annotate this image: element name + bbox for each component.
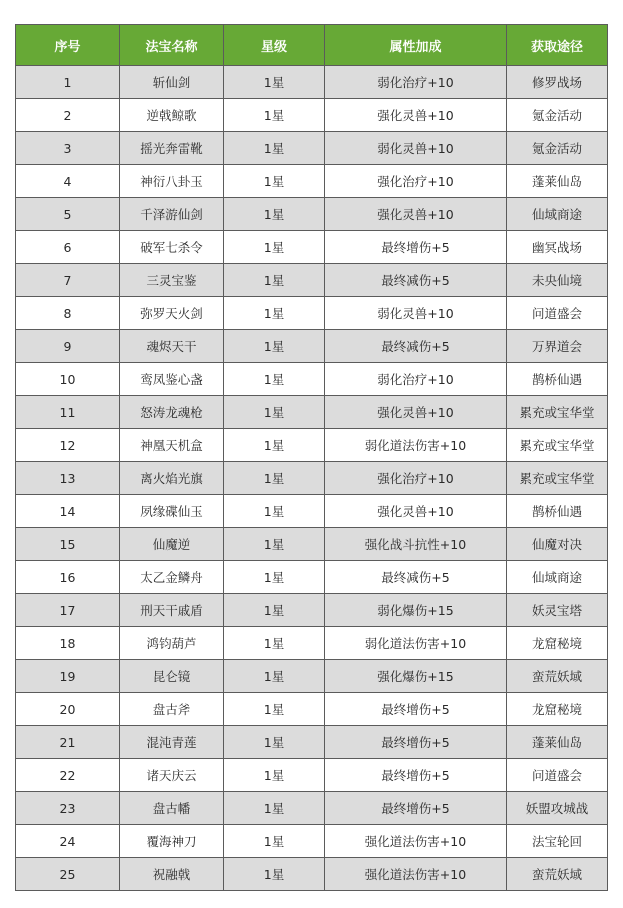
table-row: [16, 165, 608, 198]
cell-source: 累充或宝华堂: [507, 429, 608, 462]
cell-index: 18: [16, 627, 120, 660]
cell-treasure-name: 破军七杀令: [120, 231, 224, 264]
cell-star-level: 1星: [224, 396, 325, 429]
cell-treasure-name: 摇光奔雷靴: [120, 132, 224, 165]
cell-treasure-name: 神凰天机盒: [120, 429, 224, 462]
cell-star-level: 1星: [224, 99, 325, 132]
cell-source: 氪金活动: [507, 132, 608, 165]
cell-attribute-bonus: 强化爆伤+15: [325, 660, 507, 693]
cell-treasure-name: 三灵宝鉴: [120, 264, 224, 297]
cell-source: 蛮荒妖域: [507, 858, 608, 891]
cell-source: 蓬莱仙岛: [507, 165, 608, 198]
cell-attribute-bonus: 强化治疗+10: [325, 165, 507, 198]
cell-star-level: 1星: [224, 330, 325, 363]
cell-attribute-bonus: 最终增伤+5: [325, 726, 507, 759]
cell-star-level: 1星: [224, 297, 325, 330]
table-row: [16, 825, 608, 858]
cell-star-level: 1星: [224, 660, 325, 693]
table-row: [16, 759, 608, 792]
cell-treasure-name: 混沌青莲: [120, 726, 224, 759]
cell-index: 13: [16, 462, 120, 495]
cell-source: 蛮荒妖域: [507, 660, 608, 693]
cell-source: 问道盛会: [507, 297, 608, 330]
cell-treasure-name: 夙缘碟仙玉: [120, 495, 224, 528]
cell-source: 仙魔对决: [507, 528, 608, 561]
cell-index: 17: [16, 594, 120, 627]
cell-star-level: 1星: [224, 264, 325, 297]
cell-treasure-name: 斩仙剑: [120, 66, 224, 99]
cell-source: 蓬莱仙岛: [507, 726, 608, 759]
cell-source: 龙窟秘境: [507, 693, 608, 726]
cell-attribute-bonus: 强化道法伤害+10: [325, 825, 507, 858]
cell-star-level: 1星: [224, 528, 325, 561]
treasure-table-container: [15, 24, 607, 891]
cell-treasure-name: 诸天庆云: [120, 759, 224, 792]
cell-attribute-bonus: 弱化爆伤+15: [325, 594, 507, 627]
table-row: [16, 198, 608, 231]
cell-source: 仙域商途: [507, 561, 608, 594]
cell-star-level: 1星: [224, 132, 325, 165]
cell-star-level: 1星: [224, 198, 325, 231]
header-index: 序号: [16, 25, 120, 66]
cell-index: 1: [16, 66, 120, 99]
cell-attribute-bonus: 最终增伤+5: [325, 792, 507, 825]
cell-source: 龙窟秘境: [507, 627, 608, 660]
cell-index: 16: [16, 561, 120, 594]
cell-source: 仙域商途: [507, 198, 608, 231]
cell-star-level: 1星: [224, 66, 325, 99]
cell-star-level: 1星: [224, 726, 325, 759]
header-attribute-bonus: 属性加成: [325, 25, 507, 66]
cell-attribute-bonus: 强化灵兽+10: [325, 99, 507, 132]
cell-index: 15: [16, 528, 120, 561]
cell-star-level: 1星: [224, 858, 325, 891]
cell-attribute-bonus: 最终减伤+5: [325, 561, 507, 594]
cell-attribute-bonus: 最终增伤+5: [325, 231, 507, 264]
cell-attribute-bonus: 弱化灵兽+10: [325, 297, 507, 330]
table-row: [16, 429, 608, 462]
cell-treasure-name: 离火焰光旗: [120, 462, 224, 495]
cell-attribute-bonus: 强化灵兽+10: [325, 198, 507, 231]
cell-star-level: 1星: [224, 825, 325, 858]
cell-source: 法宝轮回: [507, 825, 608, 858]
table-row: [16, 528, 608, 561]
cell-source: 幽冥战场: [507, 231, 608, 264]
cell-index: 21: [16, 726, 120, 759]
cell-treasure-name: 逆戟鲸歌: [120, 99, 224, 132]
cell-source: 氪金活动: [507, 99, 608, 132]
table-row: [16, 726, 608, 759]
cell-treasure-name: 魂烬天干: [120, 330, 224, 363]
table-row: [16, 132, 608, 165]
cell-source: 问道盛会: [507, 759, 608, 792]
table-body: [16, 66, 608, 891]
table-row: [16, 561, 608, 594]
cell-treasure-name: 鸾凤鉴心盏: [120, 363, 224, 396]
table-row: [16, 660, 608, 693]
cell-star-level: 1星: [224, 165, 325, 198]
cell-index: 3: [16, 132, 120, 165]
cell-attribute-bonus: 弱化治疗+10: [325, 66, 507, 99]
cell-attribute-bonus: 强化道法伤害+10: [325, 858, 507, 891]
cell-treasure-name: 鸿钧葫芦: [120, 627, 224, 660]
table-row: [16, 264, 608, 297]
cell-attribute-bonus: 弱化道法伤害+10: [325, 429, 507, 462]
cell-treasure-name: 昆仑镜: [120, 660, 224, 693]
table-row: [16, 231, 608, 264]
cell-treasure-name: 弥罗天火剑: [120, 297, 224, 330]
cell-star-level: 1星: [224, 594, 325, 627]
cell-source: 妖盟攻城战: [507, 792, 608, 825]
cell-treasure-name: 太乙金鳞舟: [120, 561, 224, 594]
cell-index: 5: [16, 198, 120, 231]
cell-index: 4: [16, 165, 120, 198]
cell-attribute-bonus: 强化战斗抗性+10: [325, 528, 507, 561]
cell-treasure-name: 千泽游仙剑: [120, 198, 224, 231]
cell-source: 妖灵宝塔: [507, 594, 608, 627]
table-row: [16, 858, 608, 891]
cell-treasure-name: 盘古幡: [120, 792, 224, 825]
cell-index: 10: [16, 363, 120, 396]
table-header: [16, 25, 608, 66]
table-row: [16, 462, 608, 495]
cell-star-level: 1星: [224, 759, 325, 792]
cell-index: 22: [16, 759, 120, 792]
cell-attribute-bonus: 强化灵兽+10: [325, 495, 507, 528]
cell-index: 7: [16, 264, 120, 297]
cell-star-level: 1星: [224, 561, 325, 594]
cell-treasure-name: 盘古斧: [120, 693, 224, 726]
table-row: [16, 99, 608, 132]
cell-index: 12: [16, 429, 120, 462]
cell-star-level: 1星: [224, 429, 325, 462]
table-row: [16, 693, 608, 726]
table-row: [16, 66, 608, 99]
cell-treasure-name: 刑天干戚盾: [120, 594, 224, 627]
cell-star-level: 1星: [224, 792, 325, 825]
cell-index: 25: [16, 858, 120, 891]
table-row: [16, 495, 608, 528]
table-row: [16, 396, 608, 429]
cell-source: 鹊桥仙遇: [507, 495, 608, 528]
cell-index: 8: [16, 297, 120, 330]
cell-treasure-name: 仙魔逆: [120, 528, 224, 561]
cell-source: 万界道会: [507, 330, 608, 363]
cell-star-level: 1星: [224, 693, 325, 726]
cell-attribute-bonus: 强化灵兽+10: [325, 396, 507, 429]
cell-attribute-bonus: 最终增伤+5: [325, 693, 507, 726]
cell-source: 修罗战场: [507, 66, 608, 99]
cell-index: 14: [16, 495, 120, 528]
cell-treasure-name: 祝融戟: [120, 858, 224, 891]
cell-star-level: 1星: [224, 462, 325, 495]
cell-index: 24: [16, 825, 120, 858]
cell-star-level: 1星: [224, 627, 325, 660]
table-row: [16, 594, 608, 627]
table-row: [16, 297, 608, 330]
cell-attribute-bonus: 弱化道法伤害+10: [325, 627, 507, 660]
header-source: 获取途径: [507, 25, 608, 66]
cell-index: 6: [16, 231, 120, 264]
cell-index: 2: [16, 99, 120, 132]
cell-attribute-bonus: 弱化灵兽+10: [325, 132, 507, 165]
cell-attribute-bonus: 最终增伤+5: [325, 759, 507, 792]
cell-attribute-bonus: 弱化治疗+10: [325, 363, 507, 396]
table-row: [16, 363, 608, 396]
cell-star-level: 1星: [224, 495, 325, 528]
cell-index: 20: [16, 693, 120, 726]
cell-treasure-name: 覆海神刀: [120, 825, 224, 858]
table-row: [16, 627, 608, 660]
table-row: [16, 792, 608, 825]
cell-index: 23: [16, 792, 120, 825]
cell-treasure-name: 怒涛龙魂枪: [120, 396, 224, 429]
header-row: [16, 25, 608, 66]
treasure-table: [15, 24, 608, 891]
cell-star-level: 1星: [224, 231, 325, 264]
table-row: [16, 330, 608, 363]
cell-source: 累充或宝华堂: [507, 396, 608, 429]
cell-source: 未央仙境: [507, 264, 608, 297]
cell-treasure-name: 神衍八卦玉: [120, 165, 224, 198]
cell-star-level: 1星: [224, 363, 325, 396]
cell-source: 鹊桥仙遇: [507, 363, 608, 396]
header-star-level: 星级: [224, 25, 325, 66]
cell-attribute-bonus: 最终减伤+5: [325, 330, 507, 363]
cell-index: 11: [16, 396, 120, 429]
cell-index: 9: [16, 330, 120, 363]
header-treasure-name: 法宝名称: [120, 25, 224, 66]
cell-source: 累充或宝华堂: [507, 462, 608, 495]
cell-attribute-bonus: 强化治疗+10: [325, 462, 507, 495]
cell-attribute-bonus: 最终减伤+5: [325, 264, 507, 297]
cell-index: 19: [16, 660, 120, 693]
